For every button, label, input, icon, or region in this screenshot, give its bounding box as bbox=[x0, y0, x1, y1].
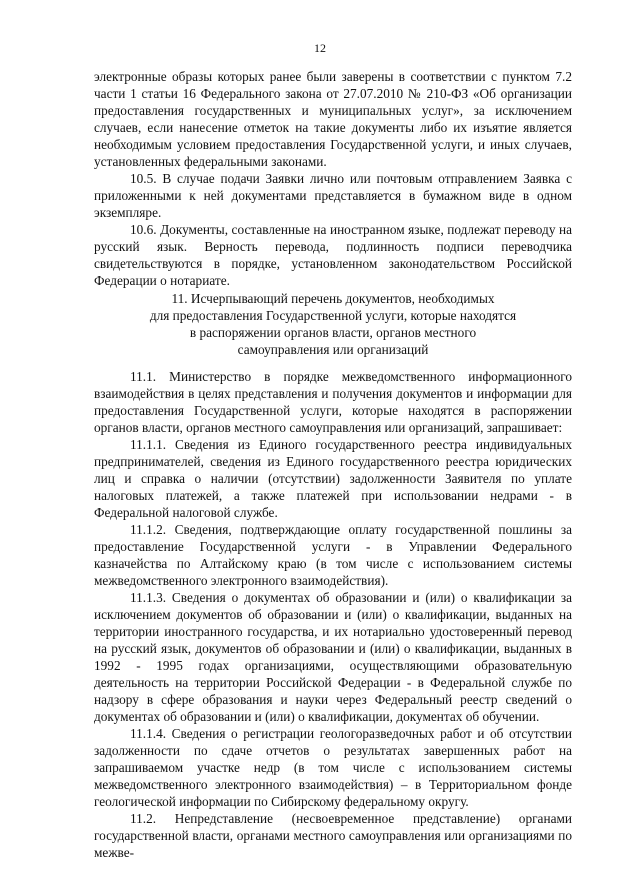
paragraph-10-5: 10.5. В случае подачи Заявки лично или почтовым отправлением Заявка с приложенными к ней документами представляется в бумажном виде в одном экземпляре. bbox=[94, 171, 572, 220]
paragraph-11-1-4: 11.1.4. Сведения о регистрации геологоразведочных работ и об отсутствии задолженности по сдаче отчетов о результатах завершенных работ на запрашиваемом участке недр (в том числе с использованием системы межведомственного электронного взаимодействия) – в Территориальном фонде геологической информации по Сибирскому федеральному округу. bbox=[94, 726, 572, 809]
paragraph-continuation: электронные образы которых ранее были заверены в соответствии с пунктом 7.2 части 1 статьи 16 Федерального закона от 27.07.2010 № 210-ФЗ «Об организации предоставления государственных и муниципальных услуг», за исключением случаев, если нанесение отметок на такие документы либо их изъятие является необходимым условием предоставления Государственной услуги, и иных случаев, установленных федеральными законами. bbox=[94, 69, 572, 169]
heading-line: 11. Исчерпывающий перечень документов, необходимых bbox=[171, 291, 495, 306]
heading-line: самоуправления или организаций bbox=[237, 342, 429, 357]
section-heading-11 bbox=[94, 290, 572, 358]
paragraph-11-2: 11.2. Непредставление (несвоевременное представление) органами государственной власти, органами местного самоуправления или организациями по межве- bbox=[94, 811, 572, 860]
paragraph-11-1: 11.1. Министерство в порядке межведомственного информационного взаимодействия в целях представления и получения документов и информации для предоставления Государственной услуги, которые находятся в распоряжении органов власти, органов местного самоуправления или организаций, запрашивает: bbox=[94, 369, 572, 435]
heading-line: в распоряжении органов власти, органов местного bbox=[189, 325, 477, 340]
paragraph-11-1-3: 11.1.3. Сведения о документах об образовании и (или) о квалификации за исключением документов об образовании и (или) о квалификации, выданных на территории иностранного государства, и их нотариально удостоверенный перевод на русский язык, документов об образовании и (или) о квалификации, выданных в 1992 - 1995 годах организациями, осуществляющими образовательную деятельность на территории Российской Федерации - в Федеральной службе по надзору в сфере образования и науки через Федеральный реестр сведений о документах об образовании и (или) о квалификации, документах об обучении. bbox=[94, 590, 572, 724]
text-block-top bbox=[94, 68, 572, 289]
paragraph-10-6: 10.6. Документы, составленные на иностранном языке, подлежат переводу на русский язык. Верность перевода, подлинность подписи переводчика свидетельствуются в порядке, установленном законодательством Российской Федерации о нотариате. bbox=[94, 222, 572, 288]
text-block-bottom bbox=[94, 368, 572, 861]
page-number: 12 bbox=[314, 41, 326, 55]
paragraph-11-1-1: 11.1.1. Сведения из Единого государственного реестра индивидуальных предпринимателей, сведения из Единого государственного реестра юридических лиц и справка о наличии (отсутствии) задолженности Заявителя по уплате налоговых платежей, а также платежей при использовании недрами - в Федеральной налоговой службе. bbox=[94, 437, 572, 520]
paragraph-11-1-2: 11.1.2. Сведения, подтверждающие оплату государственной пошлины за предоставление Государственной услуги - в Управлении Федерального казначейства по Алтайскому краю (в том числе с использованием системы межведомственного электронного взаимодействия). bbox=[94, 522, 572, 588]
heading-line: для предоставления Государственной услуги, которые находятся bbox=[149, 308, 517, 323]
